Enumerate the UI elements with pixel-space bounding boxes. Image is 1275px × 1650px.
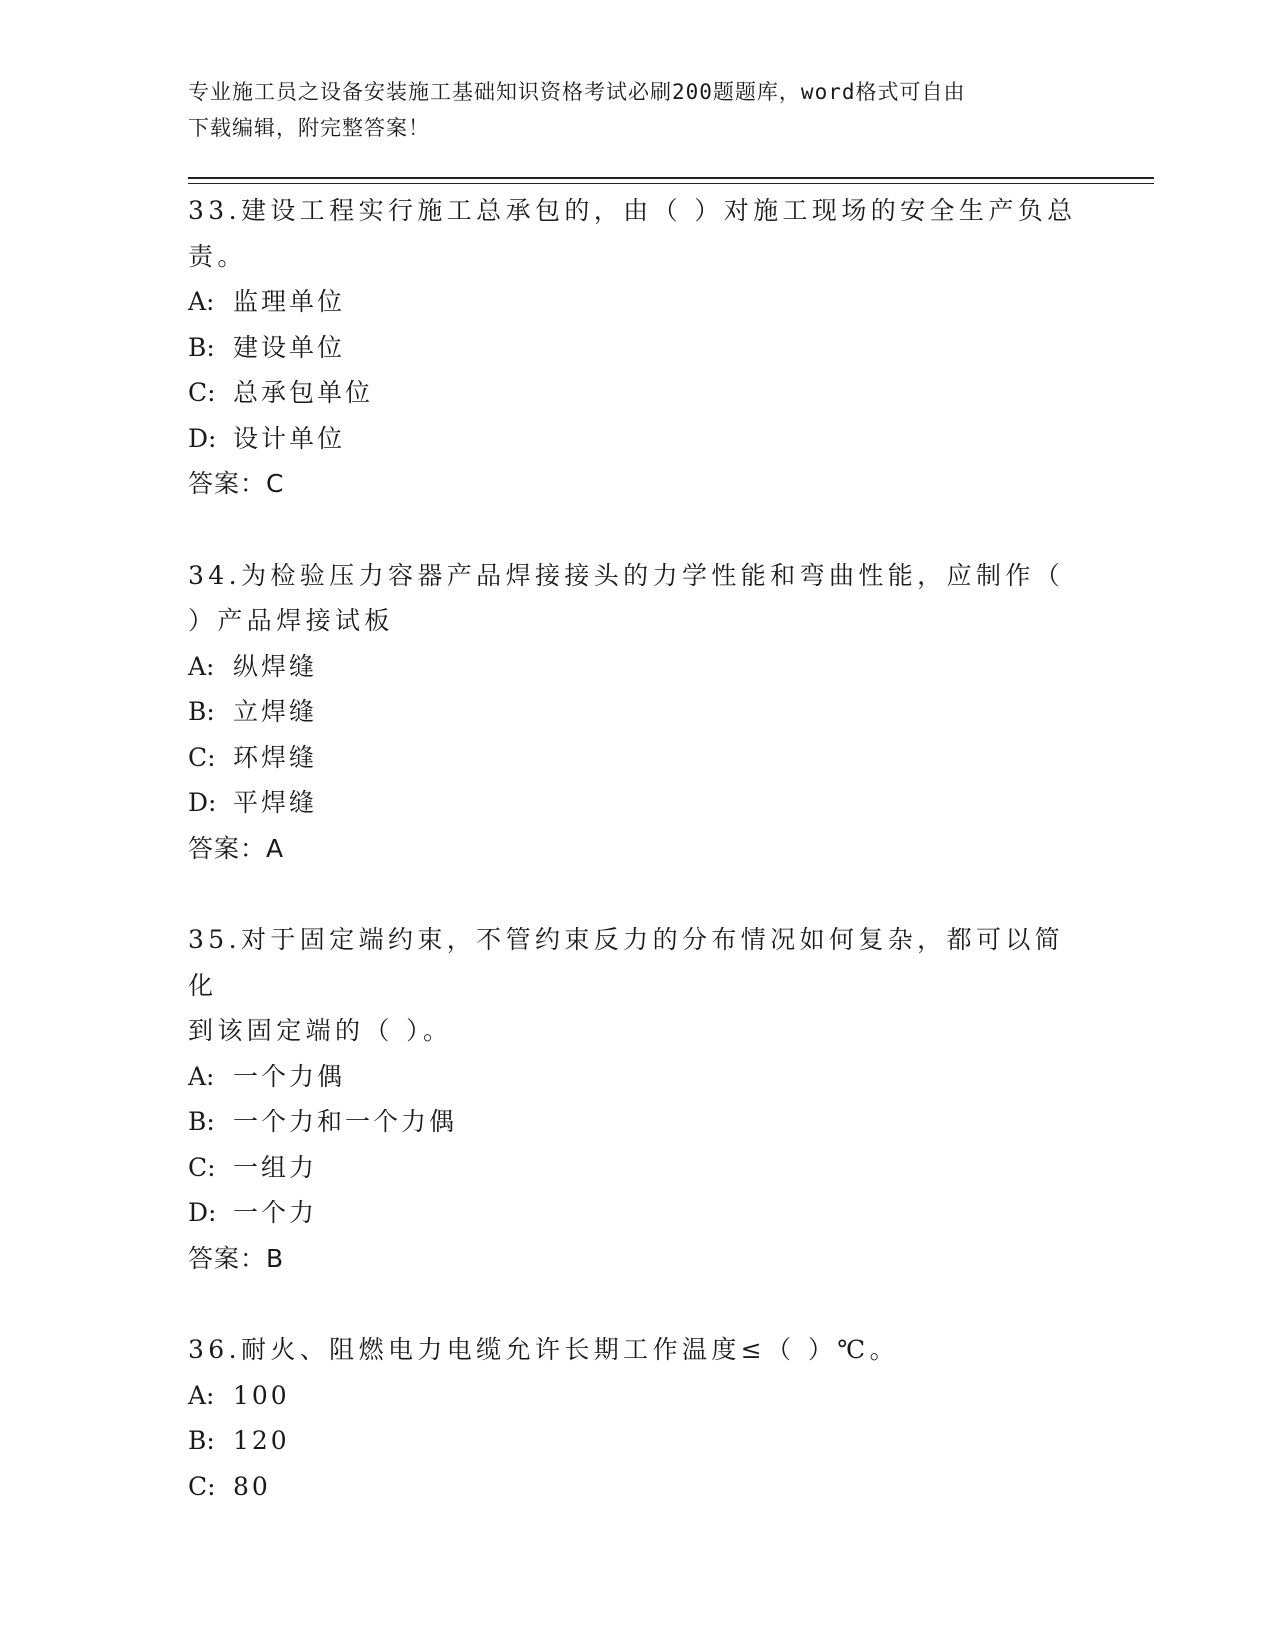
option-text: 监理单位 (233, 287, 346, 316)
option-d (188, 780, 1088, 826)
option-text: 平焊缝 (233, 788, 318, 817)
option-text: 立焊缝 (233, 697, 318, 726)
option-a (188, 644, 1088, 690)
header-divider-thin (188, 183, 1154, 184)
option-b (188, 325, 1088, 371)
question-number: 36. (188, 1335, 241, 1364)
option-letter: C: (188, 1471, 216, 1501)
question-stem-line: ）产品焊接试板 (188, 606, 394, 635)
question-text: 建设工程实行施工总承包的，由（ ）对施工现场的安全生产负总 (240, 196, 1077, 225)
question-stem-line (188, 917, 1088, 1008)
option-text: 一个力和一个力偶 (233, 1107, 458, 1136)
option-text: 一个力偶 (233, 1061, 346, 1091)
question-34 (188, 553, 1088, 872)
question-text: 耐火、阻燃电力电缆允许长期工作温度≤（ ）℃。 (240, 1335, 900, 1364)
option-c (188, 1145, 1088, 1191)
option-b (188, 1099, 1088, 1145)
option-a (188, 1373, 1088, 1419)
option-text: 120 (233, 1426, 290, 1455)
question-list (188, 188, 1088, 1509)
question-number: 35. (188, 925, 241, 954)
question-stem-line (188, 1327, 1088, 1373)
option-text: 建设单位 (233, 332, 346, 362)
header-title-line-1: 专业施工员之设备安装施工基础知识资格考试必刷200题题库，word格式可自由 (188, 80, 966, 104)
header-title-line-2: 下载编辑，附完整答案！ (188, 116, 430, 140)
question-stem-line: 责。 (188, 241, 247, 271)
question-stem-line: 到该固定端的（ ）。 (188, 1016, 453, 1045)
option-b (188, 1418, 1088, 1464)
question-number: 33. (188, 196, 241, 225)
option-letter: D: (188, 423, 217, 453)
option-text: 设计单位 (233, 423, 346, 453)
document-header (188, 74, 1088, 146)
option-a (188, 1054, 1088, 1100)
option-text: 一组力 (233, 1152, 318, 1182)
option-letter: C: (188, 378, 216, 407)
question-stem-line (188, 188, 1088, 234)
option-letter: A: (188, 1380, 215, 1410)
option-c (188, 1464, 1088, 1510)
option-text: 一个力 (233, 1198, 318, 1227)
option-d (188, 416, 1088, 462)
option-letter: B: (188, 1107, 215, 1136)
option-letter: C: (188, 1152, 216, 1182)
option-c (188, 370, 1088, 416)
option-c (188, 735, 1088, 781)
question-text: 为检验压力容器产品焊接接头的力学性能和弯曲性能，应制作（ (240, 560, 1065, 590)
option-b (188, 689, 1088, 735)
option-text: 80 (233, 1471, 271, 1501)
option-text: 总承包单位 (233, 378, 374, 407)
question-33 (188, 188, 1088, 507)
answer-line: 答案：A (188, 833, 285, 863)
question-stem-line (188, 553, 1088, 599)
answer-line: 答案：C (188, 469, 285, 498)
question-36 (188, 1327, 1088, 1509)
option-d (188, 1190, 1088, 1236)
question-text: 对于固定端约束，不管约束反力的分布情况如何复杂，都可以简化 (188, 925, 1065, 1000)
option-letter: B: (188, 697, 215, 726)
header-divider-thick (188, 177, 1154, 179)
option-letter: D: (188, 1198, 217, 1227)
option-letter: B: (188, 332, 215, 362)
option-text: 纵焊缝 (233, 651, 318, 681)
option-letter: C: (188, 742, 216, 772)
option-letter: A: (188, 1061, 215, 1091)
option-text: 环焊缝 (233, 742, 318, 772)
option-letter: A: (188, 651, 215, 681)
option-letter: D: (188, 788, 217, 817)
answer-line: 答案：B (188, 1243, 285, 1273)
option-letter: B: (188, 1426, 215, 1455)
option-text: 100 (233, 1380, 290, 1410)
question-35 (188, 917, 1088, 1281)
question-number: 34. (188, 560, 241, 590)
option-letter: A: (188, 287, 215, 316)
option-a (188, 279, 1088, 325)
